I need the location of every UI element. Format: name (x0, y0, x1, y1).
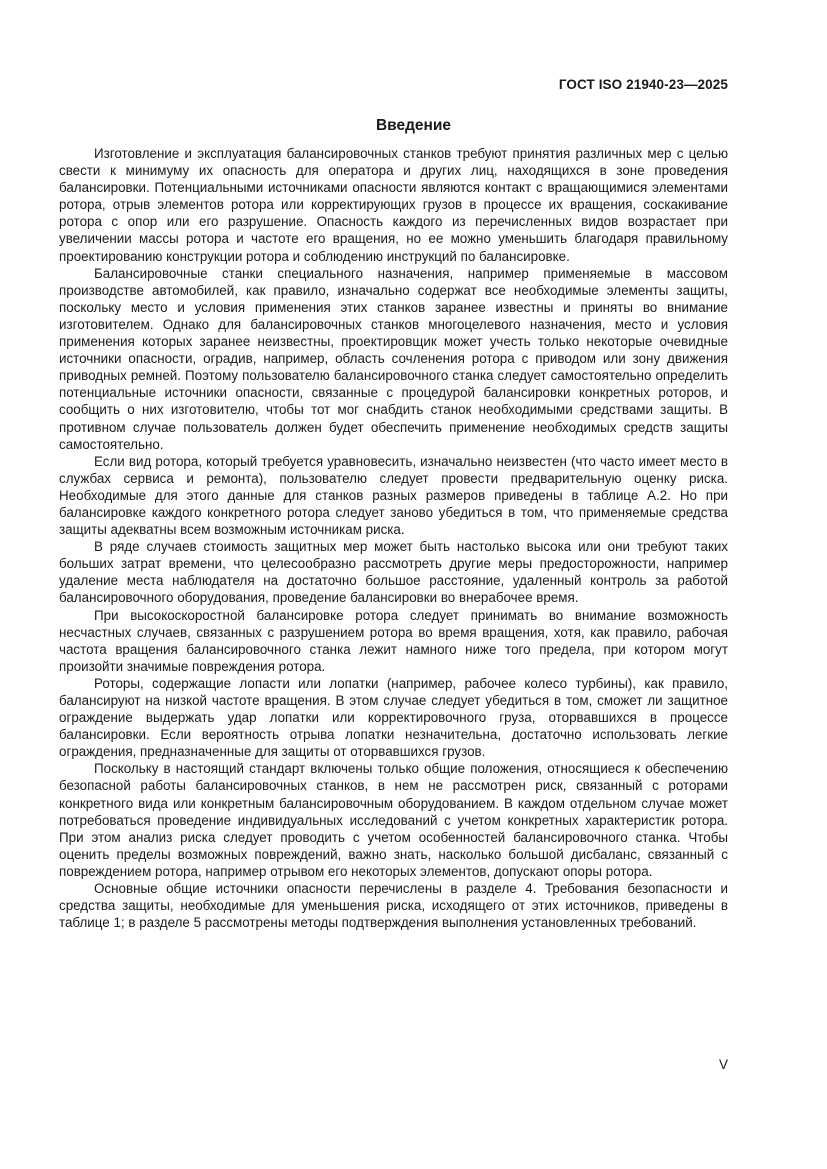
paragraph-3: Если вид ротора, который требуется уравновесить, изначально неизвестен (что часто имеет место в службах сервиса и ремонта), пользователю следует провести предварительную оценку риска. Необходимые для этого данные для станков разных размеров приведены в таблице А.2. Но при балансировке каждого конкретного ротора следует заново убедиться в том, что применяемые средства защиты адекватны всем возможным источникам риска. (59, 453, 728, 538)
paragraph-5: При высокоскоростной балансировке ротора следует принимать во внимание возможность несчастных случаев, связанных с разрушением ротора во время вращения, хотя, как правило, рабочая частота вращения балансировочного станка лежит намного ниже того предела, при котором могут произойти значимые повреждения ротора. (59, 607, 728, 674)
introduction-body (59, 145, 728, 931)
paragraph-1: Изготовление и эксплуатация балансировочных станков требуют принятия различных мер с целью свести к минимуму их опасность для оператора и других лиц, находящихся в зоне проведения балансировки. Потенциальными источниками опасности являются контакт с вращающимися элементами ротора, отрыв элементов ротора или корректирующих грузов в процессе их вращения, соскакивание ротора с опор или его разрушение. Опасность каждого из перечисленных видов возрастает при увеличении массы ротора и частоте его вращения, но ее можно уменьшить благодаря правильному проектированию конструкции ротора и соблюдению инструкций по балансировке. (59, 146, 728, 264)
paragraph-2: Балансировочные станки специального назначения, например применяемые в массовом производстве автомобилей, как правило, изначально содержат все необходимые элементы защиты, поскольку место и условия применения этих станков заранее известны и приняты во внимание изготовителем. Однако для балансировочных станков многоцелевого назначения, место и условия применения которых заранее неизвестны, проектировщик может учесть только некоторые очевидные источники опасности, оградив, например, область сочленения ротора с приводом или зону движения приводных ремней. Поэтому пользователю балансировочного станка следует самостоятельно определить потенциальные источники опасности, связанные с процедурой балансировки конкретных роторов, и сообщить о них изготовителю, чтобы тот мог снабдить станок необходимыми средствами защиты. В противном случае пользователь должен будет обеспечить применение необходимых средств защиты самостоятельно. (59, 265, 728, 452)
page-number: V (718, 1057, 728, 1072)
document-code-header: ГОСТ ISO 21940-23—2025 (558, 77, 728, 92)
paragraph-8: Основные общие источники опасности перечислены в разделе 4. Требования безопасности и средства защиты, необходимые для уменьшения риска, исходящего от этих источников, приведены в таблице 1; в разделе 5 рассмотрены методы подтверждения выполнения установленных требований. (59, 881, 728, 931)
section-title: Введение (375, 117, 452, 134)
paragraph-7: Поскольку в настоящий стандарт включены только общие положения, относящиеся к обеспечению безопасной работы балансировочных станков, в нем не рассмотрен риск, связанный с роторами конкретного вида или конкретным балансировочным оборудованием. В каждом отдельном случае может потребоваться проведение индивидуальных исследований с учетом конкретных характеристик ротора. При этом анализ риска следует проводить с учетом особенностей балансировочного станка. Чтобы оценить пределы возможных повреждений, важно знать, насколько большой дисбаланс, связанный с повреждением ротора, например отрывом его некоторых элементов, допускают опоры ротора. (59, 761, 728, 879)
paragraph-6: Роторы, содержащие лопасти или лопатки (например, рабочее колесо турбины), как правило, балансируют на низкой частоте вращения. В этом случае следует убедиться в том, сможет ли защитное ограждение выдержать удар лопатки или корректировочного груза, оторвавшихся в процессе балансировки. Если вероятность отрыва лопатки незначительна, достаточно использовать легкие ограждения, предназначенные для защиты от оторвавшихся грузов. (59, 675, 728, 760)
paragraph-4: В ряде случаев стоимость защитных мер может быть настолько высока или они требуют таких больших затрат времени, что целесообразно рассмотреть другие меры предосторожности, например удаление места наблюдателя на достаточно большое расстояние, удаленный контроль за работой балансировочного оборудования, проведение балансировки во внерабочее время. (59, 539, 728, 606)
